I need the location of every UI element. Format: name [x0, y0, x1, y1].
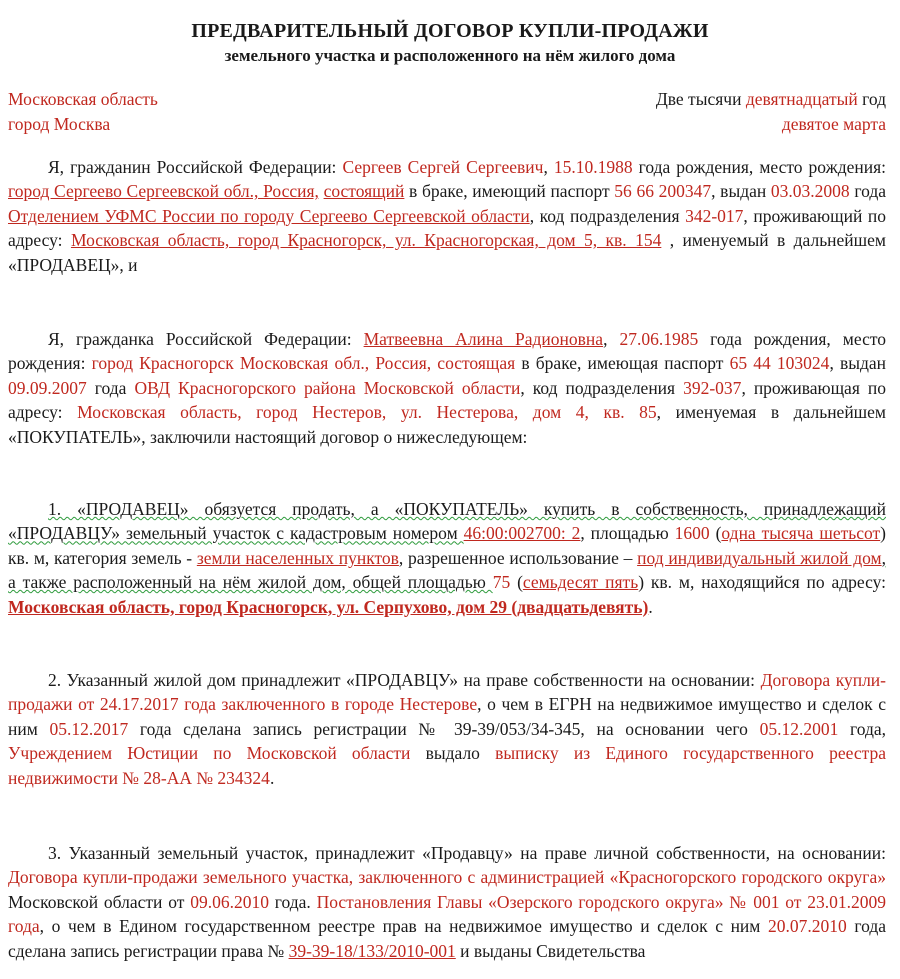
seller-dept-code: 342-017: [685, 205, 744, 226]
clause-3-basis-date: 09.06.2010: [190, 891, 269, 912]
seller-text-7: года: [849, 181, 886, 202]
seller-text-9: , проживающий по адресу:: [8, 205, 886, 251]
clause-2-text-1: 2. Указанный жилой дом принадлежит «ПРОДАВЦУ» на праве собственности на основании:: [48, 670, 761, 690]
buyer-text-7: года: [86, 377, 135, 398]
contract-city: город Москва: [8, 114, 111, 134]
clause-1-text-4: ) кв. м, категория земель -: [8, 523, 886, 568]
buyer-marital: состоящая: [437, 353, 516, 374]
buyer-address: Московская область, город Нестеров, ул. Нестерова, дом 4, кв. 85: [77, 402, 657, 423]
date-pre: Две тысячи: [655, 89, 746, 109]
buyer-name: Матвеевна Алина Радионовна: [363, 329, 604, 349]
clause-3-text-5: года сделана запись регистрации права №: [8, 916, 886, 961]
clause-2-basis: Договора купли-продажи от 24.17.2017 года заключенного в городе Нестерове: [8, 670, 886, 715]
clause-2-text-2: , о чем в ЕГРН на недвижимое имущество и сделок с ним: [8, 694, 886, 739]
clause-3-text-1: 3. Указанный земельный участок, принадлежит «Продавцу» на праве личной собственности, на основании:: [48, 843, 886, 863]
clause-1-cadastral-number: 46:00:002700: 2: [463, 523, 581, 544]
sep: (: [709, 523, 722, 544]
sep: .: [269, 767, 275, 788]
contract-year: [656, 89, 886, 110]
contract-day: девятое марта: [781, 114, 886, 134]
buyer-text-9: , проживающая по адресу:: [8, 377, 886, 423]
clause-1-text-2: , площадью: [580, 523, 675, 544]
seller-name: Сергеев Сергей Сергеевич: [342, 157, 544, 177]
clause-1-address: Московская область, город Красногорск, ул. Серпухово, дом 29 (двадцатьдевять): [8, 596, 649, 617]
clause-1-area: 1600: [674, 523, 710, 544]
seller-text-6: , выдан: [711, 181, 771, 202]
clause-1-text-8: ) кв. м, находящийся по адресу:: [638, 572, 887, 593]
document-subtitle: земельного участка и расположенного на нём жилого дома: [224, 46, 676, 65]
buyer-paragraph: [8, 327, 886, 449]
clause-2: [8, 668, 886, 790]
clause-2-extract: выписку из Единого государственного реестра недвижимости № 28-АА № 234324: [8, 743, 886, 788]
seller-issue-date: 03.03.2008: [770, 181, 850, 202]
clause-3-resolution: Постановления Главы «Озерского городского округа» № 001 от 23.01.2009 года: [8, 891, 886, 937]
clause-2-text-4: года,: [838, 718, 886, 739]
buyer-text-3: года рождения, место рождения:: [8, 329, 886, 374]
clause-1-area-words: одна тысяча шетьсот: [721, 523, 881, 544]
clause-3-reg-date: 20.07.2010: [767, 916, 847, 937]
buyer-intro: Я, гражданка Российской Федерации:: [48, 329, 364, 349]
buyer-text-6: , выдан: [829, 353, 887, 374]
seller-text-10: , именуемый в дальнейшем «ПРОДАВЕЦ», и: [8, 230, 886, 275]
buyer-text-10: , именуемая в дальнейшем «ПОКУПАТЕЛЬ», заключили настоящий договор о нижеследующем:: [8, 402, 887, 447]
clause-2-text-5: выдало: [410, 743, 496, 764]
seller-address: Московская область, город Красногорск, ул. Красногорская, дом 5, кв. 154: [70, 230, 662, 251]
clause-1-text-5: , разрешенное использование –: [398, 547, 638, 568]
seller-birth-place: город Сергеево Сергеевской обл., Россия,: [8, 181, 319, 202]
document-title: ПРЕДВАРИТЕЛЬНЫЙ ДОГОВОР КУПЛИ-ПРОДАЖИ: [191, 20, 709, 42]
clause-2-authority: Учреждением Юстиции по Московской области: [8, 743, 411, 764]
clause-1-house-area-words: семьдесят пять: [522, 572, 639, 593]
buyer-birth-place: город Красногорск Московская обл., Россия,: [91, 353, 432, 374]
clause-1-usage: под индивидуальный жилой дом: [637, 547, 882, 568]
date-year-word: девятнадцатый: [745, 89, 858, 109]
buyer-text-5: в браке, имеющая паспорт: [515, 353, 730, 374]
clause-3-text-4: , о чем в Едином государственном реестре прав на недвижимое имущество и сделок с ним: [39, 916, 768, 937]
clause-2-basis-date: 05.12.2001: [759, 718, 839, 739]
clause-1-text-6: , а также расположенный на нём жилой дом, общей площадью: [8, 547, 886, 593]
sep: (: [510, 572, 523, 593]
sep: ,: [603, 329, 620, 349]
buyer-passport: 65 44 103024: [729, 353, 830, 374]
contract-region: Московская область: [8, 89, 158, 109]
clause-3-reg-number: 39-39-18/133/2010-001: [288, 940, 456, 961]
seller-marital: состоящий: [323, 181, 405, 202]
clause-1-category: земли населенных пунктов: [196, 547, 399, 568]
sep: ,: [543, 157, 554, 177]
clause-1-house-area: 75: [492, 572, 511, 593]
clause-3-basis: Договора купли-продажи земельного участка, заключенного с администрацией «Красногорского городского округа»: [8, 867, 886, 888]
clause-2-text-3: года сделана запись регистрации № 39-39/053/34-345, на основании чего: [128, 718, 760, 739]
clause-3-text-3: года.: [268, 891, 317, 912]
clause-1: [8, 497, 886, 619]
seller-paragraph: [8, 155, 886, 277]
seller-text-8: , код подразделения: [529, 205, 686, 226]
clause-3-text-2: Московской области от: [8, 891, 191, 912]
seller-intro: Я, гражданин Российской Федерации:: [48, 157, 343, 177]
seller-passport: 56 66 200347: [614, 181, 712, 202]
buyer-birth-date: 27.06.1985: [619, 329, 699, 349]
date-post: год: [857, 89, 886, 109]
clause-3: [8, 841, 886, 963]
seller-birth-date: 15.10.1988: [553, 157, 633, 177]
clause-1-text-1: 1. «ПРОДАВЕЦ» обязуется продать, а «ПОКУПАТЕЛЬ» купить в собственность, принадлежащий «ПРОДАВЦУ» земельный участок с кадастровым номером: [8, 499, 886, 544]
clause-2-egrn-date: 05.12.2017: [49, 718, 129, 739]
sep: .: [648, 596, 653, 617]
buyer-issue-date: 09.09.2007: [8, 377, 87, 398]
buyer-text-8: , код подразделения: [520, 377, 684, 398]
seller-issuer: Отделением УФМС России по городу Сергеево Сергеевской области: [8, 205, 530, 226]
buyer-dept-code: 392-037: [683, 377, 742, 398]
buyer-issuer: ОВД Красногорского района Московской области: [134, 377, 521, 398]
clause-3-text-6: и выданы Свидетельства: [455, 940, 646, 961]
seller-text-3: года рождения, место рождения:: [632, 157, 887, 177]
seller-text-5: в браке, имеющий паспорт: [404, 181, 615, 202]
